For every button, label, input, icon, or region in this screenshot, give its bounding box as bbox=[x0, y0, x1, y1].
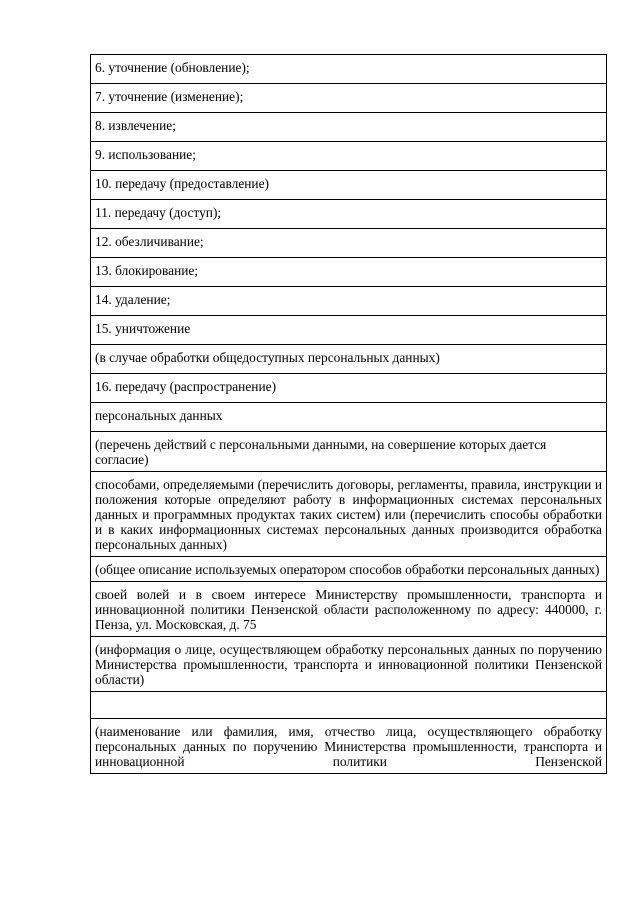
table-row bbox=[91, 229, 607, 258]
ministry-address-text: своей волей и в своем интересе Министерству промышленности, транспорта и инновационной политики Пензенской области расположенному по адресу: 440000, г. Пенза, ул. Московская, д. 75 bbox=[91, 582, 607, 637]
action-item-use: 9. использование; bbox=[91, 142, 607, 171]
action-item-transfer-distribution: 16. передачу (распространение) bbox=[91, 374, 607, 403]
table-row bbox=[91, 557, 607, 582]
actions-list-caption: (перечень действий с персональными данными, на совершение которых дается согласие) bbox=[91, 432, 607, 472]
table-row bbox=[91, 113, 607, 142]
table-row bbox=[91, 637, 607, 692]
table-row bbox=[91, 374, 607, 403]
action-item-blocking: 13. блокирование; bbox=[91, 258, 607, 287]
table-row bbox=[91, 432, 607, 472]
blank-fill-in-field[interactable] bbox=[91, 692, 607, 719]
action-item-destruction: 15. уничтожение bbox=[91, 316, 607, 345]
table-row bbox=[91, 287, 607, 316]
methods-description-caption: (общее описание используемых оператором способов обработки персональных данных) bbox=[91, 557, 607, 582]
table-row bbox=[91, 171, 607, 200]
action-item-transfer-provision: 10. передачу (предоставление) bbox=[91, 171, 607, 200]
table-row bbox=[91, 258, 607, 287]
processor-name-caption: (наименование или фамилия, имя, отчество лица, осуществляющего обработку персональных данных по поручению Министерства промышленности, транспорта и инновационной политики Пензенской bbox=[91, 719, 607, 774]
action-item-deletion: 14. удаление; bbox=[91, 287, 607, 316]
table-row bbox=[91, 692, 607, 719]
table-row bbox=[91, 200, 607, 229]
table-row bbox=[91, 345, 607, 374]
table-row bbox=[91, 84, 607, 113]
table-row bbox=[91, 403, 607, 432]
action-item-clarify-change: 7. уточнение (изменение); bbox=[91, 84, 607, 113]
public-data-note: (в случае обработки общедоступных персональных данных) bbox=[91, 345, 607, 374]
table-row bbox=[91, 719, 607, 774]
personal-data-label: персональных данных bbox=[91, 403, 607, 432]
table-row bbox=[91, 582, 607, 637]
action-item-depersonalization: 12. обезличивание; bbox=[91, 229, 607, 258]
action-item-transfer-access: 11. передачу (доступ); bbox=[91, 200, 607, 229]
table-row bbox=[91, 472, 607, 557]
table-row bbox=[91, 142, 607, 171]
action-item-clarify-update: 6. уточнение (обновление); bbox=[91, 55, 607, 84]
table-row bbox=[91, 55, 607, 84]
processor-info-caption: (информация о лице, осуществляющем обработку персональных данных по поручению Министерства промышленности, транспорта и инновационной политики Пензенской области) bbox=[91, 637, 607, 692]
processing-methods-text: способами, определяемыми (перечислить договоры, регламенты, правила, инструкции и положения которые определяют работу в информационных системах персональных данных и программных продуктах таких систем) или (перечислить способы обработки и в каких информационных системах персональных данных производится обработка персональных данных) bbox=[91, 472, 607, 557]
table-row bbox=[91, 316, 607, 345]
consent-form-table bbox=[90, 54, 607, 774]
action-item-extraction: 8. извлечение; bbox=[91, 113, 607, 142]
